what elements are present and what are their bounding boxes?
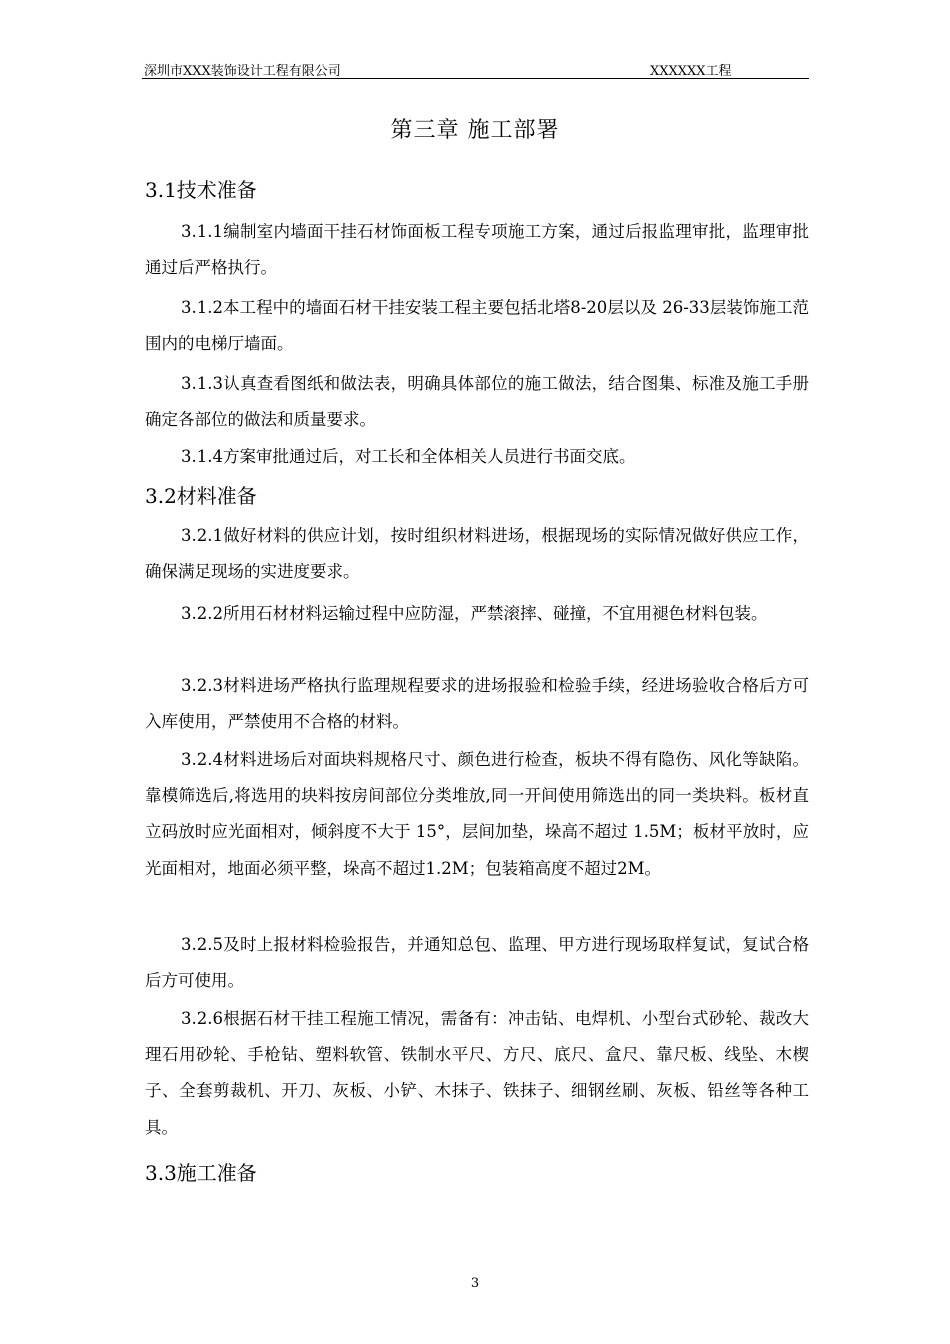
paragraph-3-1-3: 3.1.3认真查看图纸和做法表，明确具体部位的施工做法，结合图集、标准及施工手册确定各部位的做法和质量要求。 bbox=[145, 374, 809, 430]
page-number: 3 bbox=[470, 1276, 480, 1291]
paragraph-3-2-1: 3.2.1做好材料的供应计划，按时组织材料进场，根据现场的实际情况做好供应工作，确保满足现场的实进度要求。 bbox=[145, 526, 809, 582]
paragraph-3-2-5: 3.2.5及时上报材料检验报告，并通知总包、监理、甲方进行现场取样复试，复试合格后方可使用。 bbox=[145, 935, 809, 991]
paragraph-3-1-1: 3.1.1编制室内墙面干挂石材饰面板工程专项施工方案，通过后报监理审批，监理审批通过后严格执行。 bbox=[145, 222, 809, 278]
section-heading-3-1: 3.1技术准备 bbox=[145, 178, 257, 202]
paragraph-3-1-4: 3.1.4方案审批通过后，对工长和全体相关人员进行书面交底。 bbox=[181, 447, 636, 466]
paragraph-3-1-2: 3.1.2本工程中的墙面石材干挂安装工程主要包括北塔8-20层以及 26-33层装饰施工范围内的电梯厅墙面。 bbox=[145, 298, 809, 354]
paragraph-3-2-2: 3.2.2所用石材材料运输过程中应防湿，严禁滚摔、碰撞，不宜用褪色材料包装。 bbox=[181, 604, 768, 623]
chapter-title: 第三章 施工部署 bbox=[390, 118, 560, 143]
paragraph-3-2-6: 3.2.6根据石材干挂工程施工情况，需备有：冲击钻、电焊机、小型台式砂轮、裁改大理石用砂轮、手枪钻、塑料软管、铁制水平尺、方尺、底尺、盒尺、靠尺板、线坠、木楔子、全套剪裁机、开刀、灰板、小铲、木抹子、铁抹子、细钢丝刷、灰板、铅丝等各种工具。 bbox=[145, 1009, 809, 1137]
header-company: 深圳市XXX装饰设计工程有限公司 bbox=[144, 64, 341, 79]
header-project: XXXXXX工程 bbox=[650, 64, 732, 79]
section-heading-3-3: 3.3施工准备 bbox=[145, 1161, 257, 1185]
paragraph-3-2-4: 3.2.4材料进场后对面块料规格尺寸、颜色进行检查，板块不得有隐伤、风化等缺陷。靠模筛选后,将选用的块料按房间部位分类堆放,同一开间使用筛选出的同一类块料。板材直立码放时应光面相对，倾斜度不大于 15°，层间加垫，垛高不超过 1.5M；板材平放时，应光面相对，地面必须平整，垛高不超过1.2M；包装箱高度不超过2M。 bbox=[145, 750, 809, 878]
page-header bbox=[142, 58, 809, 79]
paragraph-3-2-3: 3.2.3材料进场严格执行监理规程要求的进场报验和检验手续，经进场验收合格后方可入库使用，严禁使用不合格的材料。 bbox=[145, 676, 809, 732]
section-heading-3-2: 3.2材料准备 bbox=[145, 484, 257, 508]
